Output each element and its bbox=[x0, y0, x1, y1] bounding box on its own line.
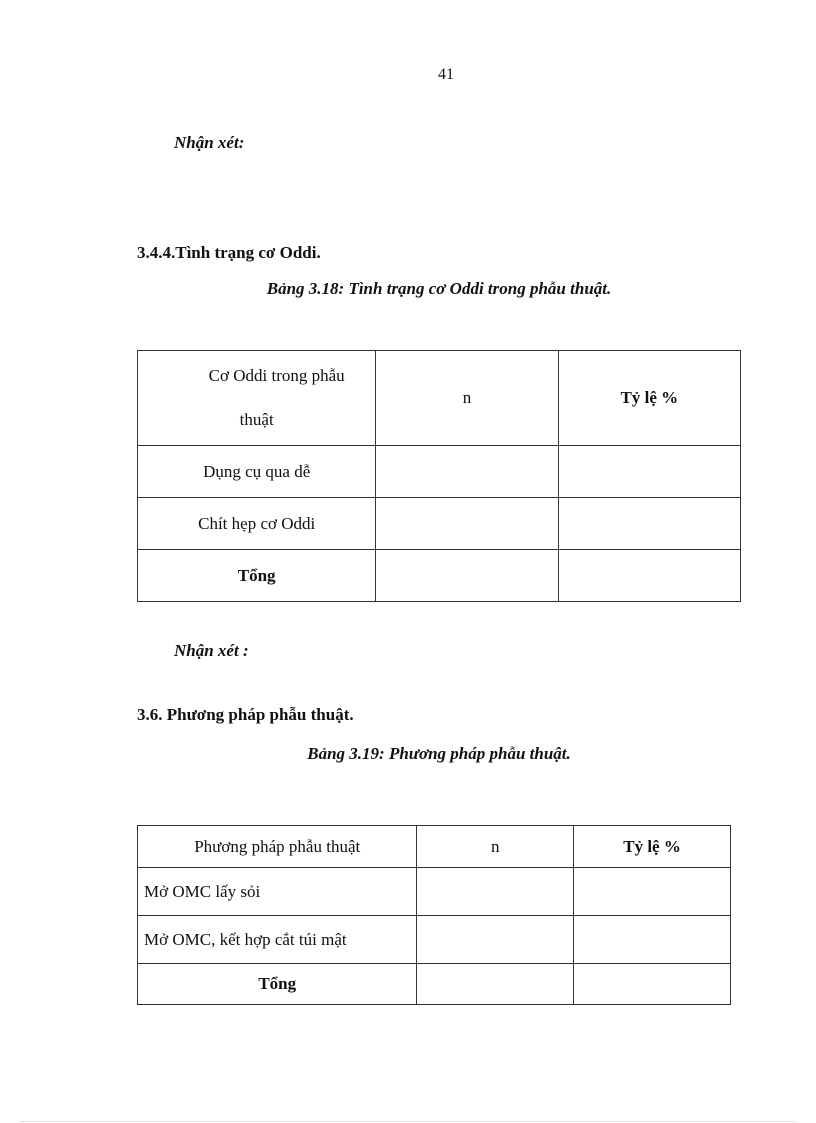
table-row bbox=[138, 868, 731, 916]
row-n bbox=[376, 446, 558, 498]
table-row-total bbox=[138, 964, 731, 1005]
row-label: Mở OMC lấy sỏi bbox=[138, 868, 417, 916]
remark-heading: Nhận xét: bbox=[174, 133, 245, 152]
row-percent bbox=[558, 550, 740, 602]
remark-heading: Nhận xét : bbox=[174, 641, 249, 660]
row-n bbox=[417, 868, 574, 916]
table-caption-3-18: Bảng 3.18: Tình trạng cơ Oddi trong phẫu thuật. bbox=[266, 279, 612, 298]
row-percent bbox=[558, 498, 740, 550]
header-cell-n: n bbox=[376, 351, 558, 446]
section-heading-3-4-4: 3.4.4.Tình trạng cơ Oddi. bbox=[137, 243, 321, 262]
header-line-2: thuật bbox=[239, 410, 274, 429]
section-heading-3-6: 3.6. Phương pháp phẫu thuật. bbox=[137, 705, 354, 724]
row-label: Mở OMC, kết hợp cắt túi mật bbox=[138, 916, 417, 964]
row-label: Chít hẹp cơ Oddi bbox=[138, 498, 376, 550]
header-cell-category bbox=[138, 351, 376, 446]
row-label-total: Tổng bbox=[138, 964, 417, 1005]
table-3-18 bbox=[137, 350, 741, 602]
page-bottom-divider bbox=[20, 1121, 796, 1122]
table-row bbox=[138, 446, 741, 498]
header-cell-method: Phương pháp phẫu thuật bbox=[138, 826, 417, 868]
page-number: 41 bbox=[438, 66, 454, 83]
row-percent bbox=[574, 868, 731, 916]
table-3-19 bbox=[137, 825, 731, 1005]
row-n bbox=[417, 964, 574, 1005]
header-cell-n: n bbox=[417, 826, 574, 868]
header-line-1: Cơ Oddi trong phẫu bbox=[208, 366, 345, 385]
row-label: Dụng cụ qua dễ bbox=[138, 446, 376, 498]
table-row bbox=[138, 498, 741, 550]
row-label-total: Tổng bbox=[138, 550, 376, 602]
row-percent bbox=[574, 916, 731, 964]
table-header-row bbox=[138, 351, 741, 446]
row-percent bbox=[558, 446, 740, 498]
row-n bbox=[376, 498, 558, 550]
row-percent bbox=[574, 964, 731, 1005]
row-n bbox=[376, 550, 558, 602]
header-cell-category-text bbox=[138, 354, 375, 442]
table-row bbox=[138, 916, 731, 964]
header-cell-percent: Tỷ lệ % bbox=[558, 351, 740, 446]
table-row-total bbox=[138, 550, 741, 602]
table-caption-3-19: Bảng 3.19: Phương pháp phẫu thuật. bbox=[307, 744, 571, 763]
row-n bbox=[417, 916, 574, 964]
header-cell-percent: Tỷ lệ % bbox=[574, 826, 731, 868]
table-header-row bbox=[138, 826, 731, 868]
